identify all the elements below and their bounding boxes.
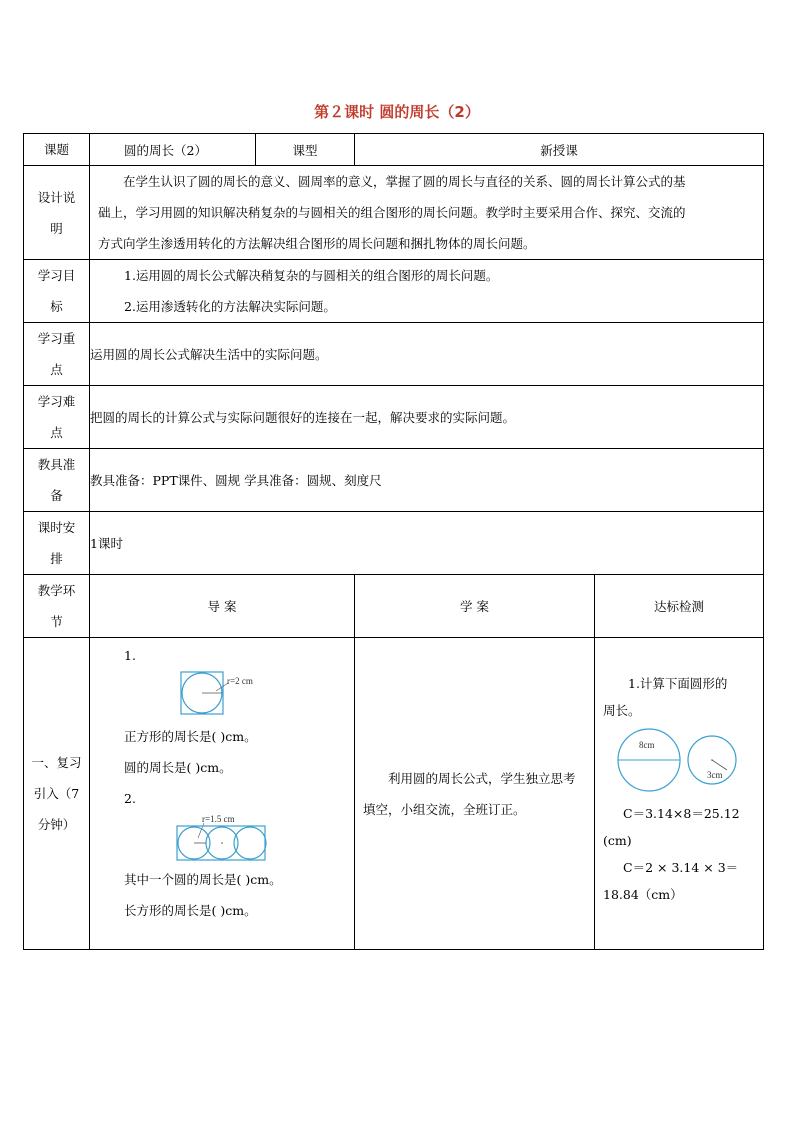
stage-review-c: 分钟）: [37, 817, 76, 832]
answer2-a: C＝2 × 3.14 × 3＝: [623, 860, 739, 875]
label-topic: 课题: [24, 134, 90, 166]
figure-three-circles: [90, 814, 354, 864]
square-circle-diagram: [180, 671, 280, 715]
figure-check-circles: [595, 724, 763, 800]
center-dot: [221, 842, 223, 844]
q1-square: 正方形的周长是( )cm。: [124, 729, 257, 744]
label-type: 课型: [256, 134, 355, 166]
label-design-a: 设计说: [37, 189, 76, 205]
study-cell: [355, 638, 595, 950]
row-topic: [24, 134, 764, 166]
design-line-3: 方式向学生渗透用转化的方法解决组合图形的周长问题和捆扎物体的周长问题。: [98, 236, 536, 251]
row-tools: [24, 449, 764, 512]
check-cell: [595, 638, 764, 950]
row-schedule: [24, 512, 764, 575]
lesson-plan-table: [23, 133, 764, 950]
goals-text: [90, 260, 764, 323]
design-text: [90, 166, 764, 260]
col-study-header: 学 案: [355, 575, 595, 638]
row-stage-header: [24, 575, 764, 638]
label-stage-b: 节: [50, 614, 63, 629]
row-key-points: [24, 323, 764, 386]
stage-review-a: 一、复习: [31, 755, 82, 770]
q1-number: 1.: [124, 648, 136, 663]
difficulties-text: 把圆的周长的计算公式与实际问题很好的连接在一起，解决要求的实际问题。: [90, 386, 764, 449]
label-goals: [24, 260, 90, 323]
row-review: [24, 638, 764, 950]
label-stage: [24, 575, 90, 638]
check-center-dot: [711, 759, 713, 761]
check-radius-line: [712, 760, 727, 770]
label-stage-a: 教学环: [37, 583, 76, 598]
rectangle-shape: [177, 826, 265, 860]
three-circles-diagram: [176, 814, 276, 862]
q2-rectangle: 长方形的周长是( )cm。: [124, 903, 257, 918]
row-difficulties: [24, 386, 764, 449]
row-goals: [24, 260, 764, 323]
study-text: 利用圆的周长公式，学生独立思考填空，小组交流，全班订正。: [363, 770, 576, 817]
check-question-a: 1.计算下面圆形的: [628, 676, 728, 691]
label-key-points: [24, 323, 90, 386]
answer1-a: C＝3.14×8＝25.12: [623, 806, 740, 821]
goal-item-1: 1.运用圆的周长公式解决稍复杂的与圆相关的组合图形的周长问题。: [124, 268, 499, 283]
label-schedule-a: 课时安: [37, 520, 76, 535]
guide-cell: [90, 638, 355, 950]
type-value: 新授课: [355, 134, 764, 166]
check-circles-diagram: [617, 724, 767, 796]
goal-item-2: 2.运用渗透转化的方法解决实际问题。: [124, 299, 336, 314]
answer2-b: 18.84（cm）: [603, 887, 683, 902]
tools-text: 教具准备：PPT课件、圆规 学具准备：圆规、刻度尺: [90, 449, 764, 512]
label-tools-a: 教具准: [37, 457, 76, 472]
circle1-label: 8cm: [639, 740, 655, 750]
q1-circle: 圆的周长是( )cm。: [124, 760, 232, 775]
label-key-points-a: 学习重: [37, 331, 76, 346]
q2-number: 2.: [124, 791, 136, 806]
col-guide-header: 导 案: [90, 575, 355, 638]
check-question-b: 周长。: [603, 703, 641, 718]
circle2-label: 3cm: [707, 770, 723, 780]
schedule-text: 1课时: [90, 512, 764, 575]
col-check-header: 达标检测: [595, 575, 764, 638]
label-schedule-b: 排: [50, 551, 63, 566]
label-difficulties-b: 点: [50, 425, 63, 440]
label-difficulties-a: 学习难: [37, 394, 76, 409]
design-line-2: 础上，学习用圆的知识解决稍复杂的与圆相关的组合图形的周长问题。教学时主要采用合作、探究、交流的: [98, 205, 686, 220]
label-goals-b: 标: [50, 299, 63, 314]
row-design: [24, 166, 764, 260]
design-line-1: 在学生认识了圆的周长的意义、圆周率的意义，掌握了圆的周长与直径的关系、圆的周长计算公式的基: [123, 174, 686, 189]
label-goals-a: 学习目: [37, 268, 76, 283]
label-design: [24, 166, 90, 260]
page-title: 第２课时 圆的周长（2）: [314, 103, 480, 121]
label-difficulties: [24, 386, 90, 449]
label-tools-b: 备: [50, 488, 63, 503]
topic-value: 圆的周长（2）: [90, 134, 256, 166]
fig2-radius-label: r=1.5 cm: [202, 814, 235, 824]
q2-one-circle: 其中一个圆的周长是( )cm。: [124, 872, 282, 887]
key-points-text: 运用圆的周长公式解决生活中的实际问题。: [90, 323, 764, 386]
label-tools: [24, 449, 90, 512]
circle-right: [234, 827, 266, 859]
stage-review-b: 引入（7: [33, 786, 80, 801]
label-key-points-b: 点: [50, 362, 63, 377]
label-design-b: 明: [50, 220, 63, 236]
figure-square-circle: [90, 671, 354, 721]
fig1-radius-label: r=2 cm: [227, 676, 253, 686]
label-schedule: [24, 512, 90, 575]
answer1-b: (cm): [603, 833, 632, 848]
stage-review-label: [24, 638, 90, 950]
